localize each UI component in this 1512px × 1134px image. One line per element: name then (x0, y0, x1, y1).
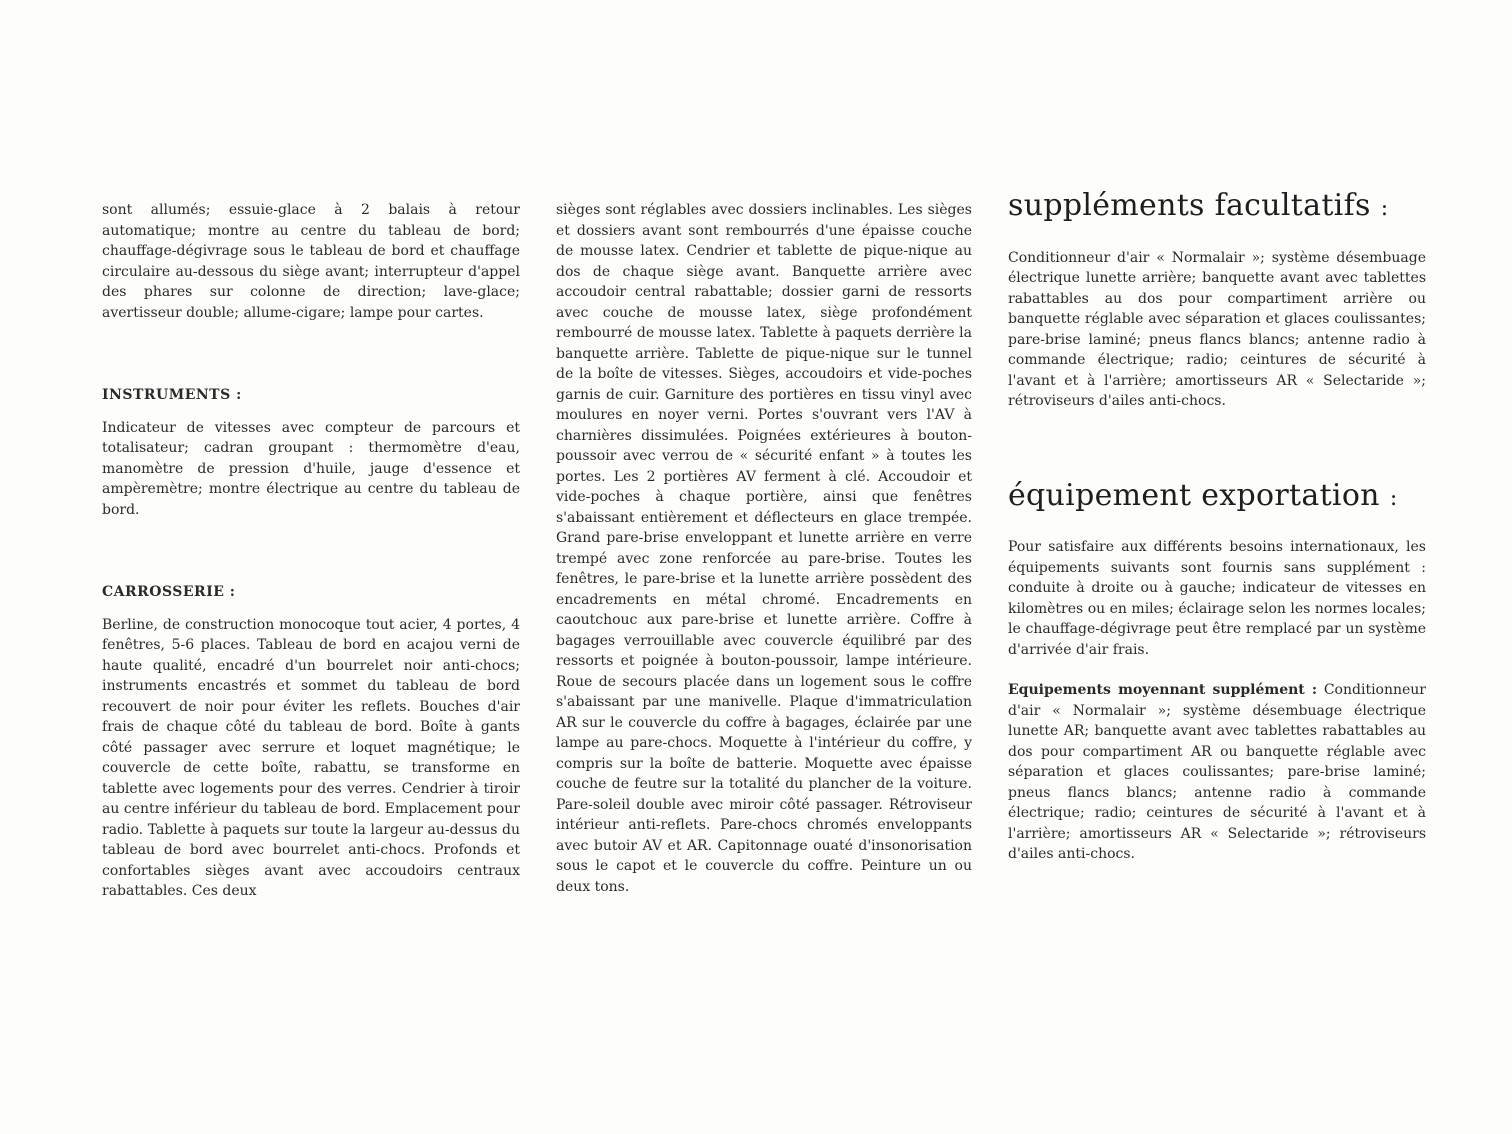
instruments-heading: INSTRUMENTS : (102, 387, 242, 403)
export-title (1008, 477, 1426, 513)
column-left (102, 200, 520, 902)
instruments-paragraph: Indicateur de vitesses avec compteur de parcours et totalisateur; cadran groupant : thermomètre d'eau, manomètre de pression d'huile, jauge d'essence et ampèremètre; montre électrique au centre du tableau de bord. (102, 419, 520, 518)
supplements-title-colon: : (1380, 196, 1389, 221)
moyennant-text: Conditionneur d'air « Normalair »; système désembuage électrique lunette AR; banquette avant avec tablettes rabattables au dos pour compartiment AR ou banquette réglable avec séparation et glaces coulissantes; pare-brise laminé; pneus flancs blancs; antenne radio à commande électrique; radio; ceintures de sécurité à l'avant et à l'arrière; amortisseurs AR « Selectaride »; rétroviseurs d'ailes anti-chocs. (1008, 682, 1426, 862)
export-title-text: équipement exportation (1008, 477, 1380, 513)
supplements-title (1008, 188, 1426, 223)
supplements-paragraph: Conditionneur d'air « Normalair »; système désembuage électrique lunette arrière; banquette avant avec tablettes rabattables au dos pour compartiment arrière ou banquette réglable avec séparation et glaces coulissantes; pare-brise laminé; pneus flancs blancs; antenne radio à commande électrique; radio; ceintures de sécurité à l'avant et à l'arrière; amortisseurs AR « Selectaride »; rétroviseurs d'ailes anti-chocs. (1008, 249, 1426, 409)
carrosserie-heading: CARROSSERIE : (102, 584, 236, 600)
moyennant-paragraph (1008, 680, 1426, 865)
carrosserie-continued-paragraph: sièges sont réglables avec dossiers inclinables. Les sièges et dossiers avant sont rembourrés d'une épaisse couche de mousse latex. Cendrier et tablette de pique-nique au dos de chaque siège avant. Banquette arrière avec accoudoir central rabattable; dossier garni de ressorts avec couche de mousse latex, siège profondément rembourré de mousse latex. Tablette à paquets derrière la banquette arrière. Tablette de pique-nique sur le tunnel de la boîte de vitesses. Sièges, accoudoirs et vide-poches garnis de cuir. Garniture des portières en tissu vinyl avec moulures en noyer verni. Portes s'ouvrant vers l'AV à charnières dissimulées. Poignées extérieures à bouton-poussoir avec verrou de « sécurité enfant » à toutes les portes. Les 2 portières AV ferment à clé. Accoudoir et vide-poches à chaque portière, ainsi que fenêtres s'abaissant entièrement et déflecteurs en glace trempée. Grand pare-brise enveloppant et lunette arrière en verre trempé avec zone renforcée au pare-brise. Toutes les fenêtres, le pare-brise et la lunette arrière possèdent des encadrements en métal chromé. Encadrements en caoutchouc aux pare-brise et lunette arrière. Coffre à bagages verrouillable avec couvercle équilibré par des ressorts et poignée à bouton-poussoir, lampe intérieure. Roue de secours placée dans un logement sous le coffre s'abaissant par une manivelle. Plaque d'immatriculation AR sur le couvercle du coffre à bagages, éclairée par une lampe au pare-chocs. Moquette à l'intérieur du coffre, y compris sur la boîte de batterie. Moquette avec épaisse couche de feutre sur la totalité du plancher de la voiture. Pare-soleil double avec miroir côté passager. Rétroviseur intérieur anti-reflets. Pare-chocs chromés enveloppants avec butoir AV et AR. Capitonnage ouaté d'insonorisation sous le capot et le couvercle du coffre. Peinture un ou deux tons. (556, 202, 972, 895)
column-middle (556, 200, 972, 897)
moyennant-label: Equipements moyennant supplément : (1008, 682, 1318, 698)
export-paragraph: Pour satisfaire aux différents besoins internationaux, les équipements suivants sont fournis sans supplément : conduite à droite ou à gauche; indicateur de vitesses en kilomètres ou en miles; éclairage selon les normes locales; le chauffage-dégivrage peut être remplacé par un système d'arrivée d'air frais. (1008, 539, 1426, 658)
supplements-title-text: suppléments facultatifs (1008, 188, 1371, 223)
equipment-continued-paragraph: sont allumés; essuie-glace à 2 balais à retour automatique; montre au centre du tableau de bord; chauffage-dégivrage sous le tableau de bord et chauffage circulaire au-dessous du siège avant; interrupteur d'appel des phares sur colonne de direction; lave-glace; avertisseur double; allume-cigare; lampe pour cartes. (102, 202, 520, 321)
export-title-colon: : (1389, 485, 1398, 511)
column-right (1008, 188, 1426, 865)
carrosserie-paragraph: Berline, de construction monocoque tout acier, 4 portes, 4 fenêtres, 5-6 places. Tableau de bord en acajou verni de haute qualité, encadré d'un bourrelet noir anti-chocs; instruments encastrés et sommet du tableau de bord recouvert de noir pour éviter les reflets. Bouches d'air frais de chaque côté du tableau de bord. Boîte à gants côté passager avec serrure et loquet magnétique; le couvercle de cette boîte, rabattu, se transforme en tablette avec logements pour des verres. Cendrier à tiroir au centre inférieur du tableau de bord. Emplacement pour radio. Tablette à paquets sur toute la largeur au-dessus du tableau de bord avec bourrelet anti-chocs. Profonds et confortables sièges avant avec accoudoirs centraux rabattables. Ces deux (102, 616, 520, 899)
